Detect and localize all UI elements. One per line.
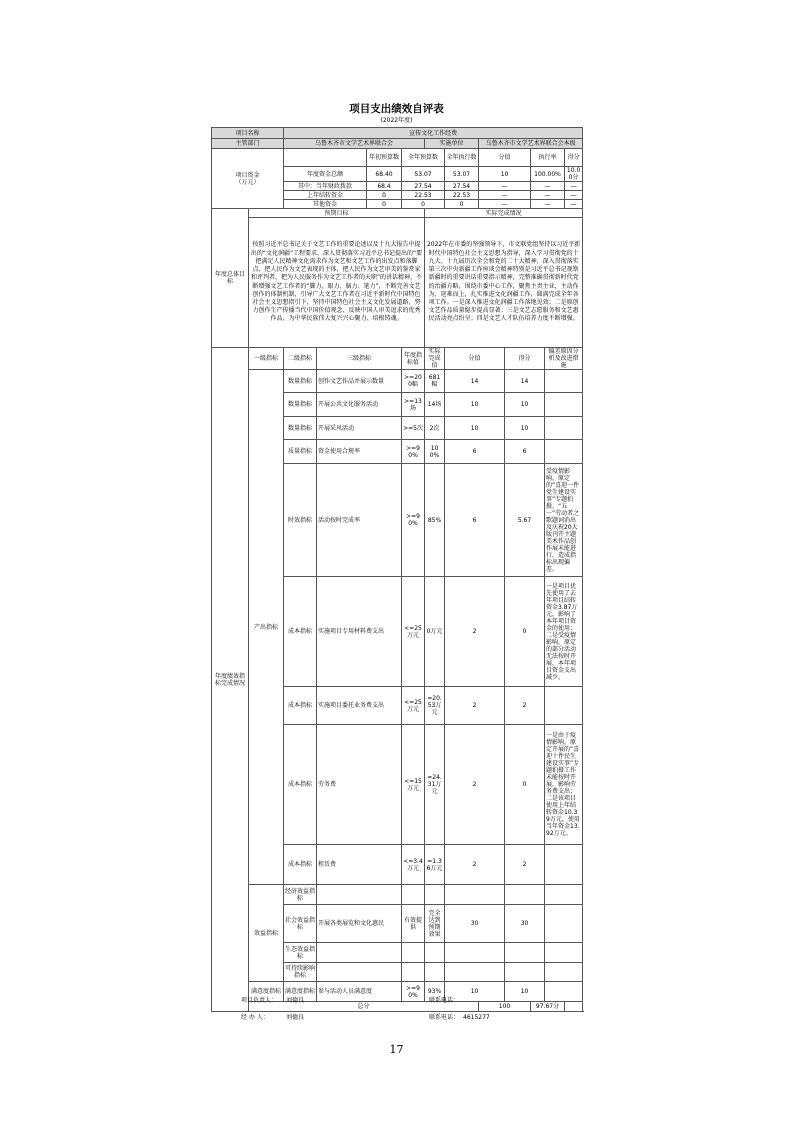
evaluation-table [211,127,583,1012]
executed-header: 全年执行数 [445,149,479,167]
rate-header: 执行率 [531,149,565,167]
expected-goal-text: 按照习近平总书记关于文艺工作的重要论述以及十九大报告中提出的“文化润疆”工程要求，深入贯彻落实习近平总书记提出的“要把满足人民精神文化需求作为文艺和文艺工作的出发点和落脚点，把人民作为文艺表现的主体，把人民作为文艺审美的鉴赏家和评判者，把为人民服务作为文艺工作者的天职”的讲话精神，不断增强文艺工作者的“脚力、眼力、脑力、笔力”，不断完善文艺创作的体制机制，引导广大文艺工作者在习近平新时代中国特色社会主义思想指引下，坚持中国特色社会主义文化发展道路，努力创作生产传播当代中国价值观念、反映中国人审美追求的优秀作品，为中华民族伟大复兴兴心聚力、培根铸魂。 [249,218,425,348]
score-header: 分值 [479,149,531,167]
indicator-row: 效益指标 经济效益指标 [212,885,583,905]
total-label: 总分 [249,1002,479,1012]
full-budget-header: 全年预算数 [402,149,445,167]
total-score: 100 [479,1002,531,1012]
indicator-row: 成本指标 实施项目专用材料费支出 <=25万元 0万元 2 0 一是项目优先使用了去年项目结转资金3.87万元，影响了本年项目资金的使用；二是受疫情影响，原定的部分活动无法按时开展，本年项目资金支出减少。 [212,577,583,687]
page-number: 17 [389,1043,404,1056]
handler-phone: 4615277 [463,1014,490,1021]
dept-row [212,139,583,149]
project-label: 项目名称 [212,128,284,139]
performance-evaluation-sheet [211,102,582,1022]
satisfaction-indicator-label: 满意度指标 [249,982,284,1002]
indicator-row: 时效指标 活动按时完成率 >=90% 85% 6 5.67 受疫情影响，原定的“喜迎一件党生建设实事”专题拍摄、“五一”劳动者之歌题词消出及庆祝20大版刊开主题美术作品创作展未能进行，造成指标出现偏差。 [212,464,583,577]
goals-body-row [212,218,583,348]
total-points: 97.67分 [531,1002,565,1012]
indicator-row: 数量指标 开展采风活动 >=5次 2次 10 10 [212,417,583,440]
funds-row: 其他资金 0 0 0 — — — [212,200,583,209]
funds-row: 上年结转资金 0 22.53 22.53 — — — [212,191,583,200]
funds-header-row [212,149,583,167]
footer-handler-line: 经 办 人： 刘德良 联系电话： 4615277 [211,1012,582,1024]
report-year: (2022年度) [380,117,413,124]
actual-goal-text: 2022年在市委的坚强领导下，市文联党组坚持以习近平新时代中国特色社会主义思想为指导，深入学习贯彻党的十九大、十九届历次全会和党的二十大精神，深入贯彻落实第三次中央新疆工作座谈会精神特别是习近平总书记视察新疆时的重要讲话重要指示精神，完整准确贯彻新时代党的治疆方略，围绕市委中心工作，聚焦主责主业，主动作为，迎难而上，扎实推进文化润疆工作，圆满完成全年各项工作。一是深入推进文化润疆工作落地见效；二是原创文艺作品质量稳步提高显著；三是文艺志愿服务和文艺惠民活动亮点纷呈；四是文艺人才队伍培养力度不断增强。 [425,218,583,348]
initial-header: 年初预算数 [367,149,402,167]
goals-label: 年度总体目标 [212,209,249,348]
project-value: 宣传文化工作经费 [284,128,583,139]
project-row [212,128,583,139]
goals-header-row [212,209,583,218]
page-title: 项目支出绩效自评表 [349,103,444,115]
indicator-header-row: 年度绩效指标完成情况 一级指标 二级指标 三级指标 年度指标值 实际完成值 分值 得分 偏差原因分析及改进措施 [212,348,583,370]
indicator-row: 数量指标 开展公共文化服务活动 >=13场 14场 10 10 [212,393,583,417]
indicator-row: 成本指标 租赁费 <=3.4万元 =1.36万元 2 2 [212,845,583,885]
funds-label: 项目资金 （万元） [212,149,284,209]
points-header: 得分 [565,149,583,167]
indicator-row: 成本指标 劳务费 <=15万元 =24.31万元 2 0 一是由于疫情影响，原定开展的“喜迎十件民生建设实事”专题拍摄工作未能按时开展，影响劳务费支出；二是该项目使用上年结转资金10.39万元，使用当年资金13.92万元。 [212,725,583,845]
leader-name: 刘德良 [286,997,305,1004]
benefit-indicator-label: 效益指标 [249,885,284,982]
indicator-row: 社会效益指标 开展各类展览和文化惠民 有效提供 完全达到预期效果 30 30 [212,905,583,943]
output-indicator-label: 产出指标 [249,370,284,885]
funds-row: 其中：当年财政拨款 68.4 27.54 27.54 — — — [212,182,583,191]
handler-name: 刘德良 [286,1014,305,1021]
funds-row: 年度资金总额 68.40 53.07 53.07 10 100.00% 10.00分 [212,167,583,182]
indicator-row: 满意度指标 满意度指标 参与活动人员满意度 >=90% 93% 10 10 [212,982,583,1002]
indicator-row: 生态效益指标 [212,943,583,963]
actual-header: 实际完成情况 [425,209,583,218]
dept-label: 主管部门 [212,139,284,149]
indicator-row: 成本指标 实施项目委托业务费支出 <=25万元 =20.53万元 2 2 [212,687,583,725]
indicator-row: 可持续影响指标 [212,963,583,982]
dept-value: 乌鲁木齐市文学艺术界联合会 [284,139,425,149]
indicator-row: 质量指标 资金使用合规率 >=90% 100% 6 6 [212,440,583,464]
indicator-row: 产出指标 数量指标 创作文艺作品并展示数量 >=200幅 681幅 14 14 [212,370,583,393]
impl-label: 实施单位 [425,139,479,149]
impl-value: 乌鲁木齐市文学艺术界联合会本级 [479,139,583,149]
footer-leader-line: 项目负责人： 刘德良 联系电话： [211,995,582,1007]
expected-header: 预期目标 [249,209,425,218]
indicator-section-label: 年度绩效指标完成情况 [212,348,249,1012]
